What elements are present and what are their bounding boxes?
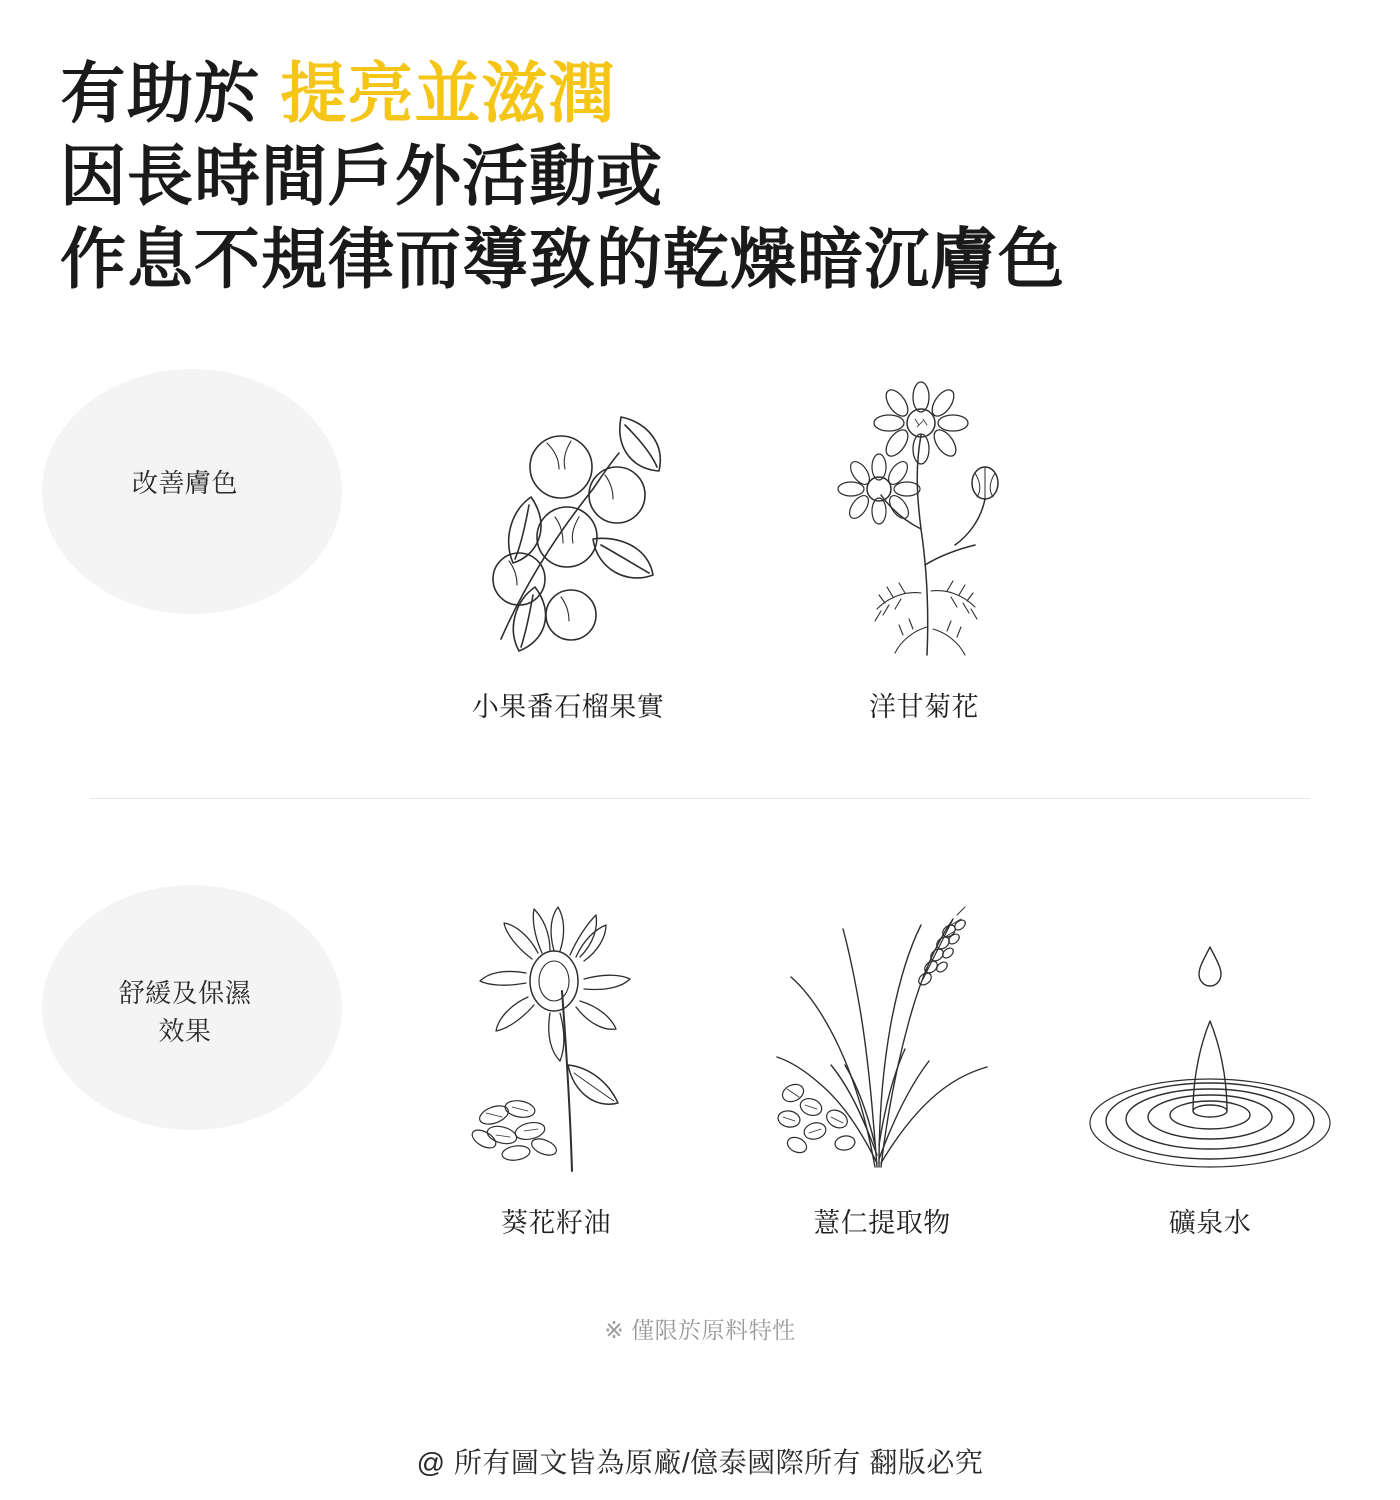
headline-line-1	[60, 52, 1400, 135]
section-soothe-moisturize	[0, 885, 1400, 1240]
ingredient-item-mineral-water	[1060, 885, 1360, 1240]
section-label-wrap-2	[0, 885, 370, 1050]
ingredient-item-guava	[418, 369, 718, 724]
section-label-2-line1: 舒緩及保濕	[118, 978, 252, 1009]
sunflower-icon	[436, 895, 676, 1175]
section-label-2	[119, 975, 252, 1050]
guava-berries-icon	[443, 389, 693, 659]
ingredient-list-2	[370, 885, 1400, 1240]
ingredient-caption-sunflower: 葵花籽油	[501, 1208, 611, 1239]
section-improve-skin-tone	[0, 369, 1400, 724]
headline-block	[0, 0, 1400, 301]
section-divider	[90, 798, 1310, 799]
section-label-1: 改善膚色	[131, 468, 238, 499]
copyright-notice: @ 所有圖文皆為原廠/億泰國際所有 翻版必究	[416, 1447, 984, 1479]
ingredient-caption-jobs-tears: 薏仁提取物	[813, 1208, 951, 1239]
ingredient-caption-guava: 小果番石榴果實	[471, 692, 665, 723]
job-tears-grass-icon	[757, 895, 1007, 1175]
footnote: ※ 僅限於原料特性	[604, 1317, 796, 1344]
section-label-2-line2: 效果	[158, 1016, 212, 1047]
headline-line-3: 作息不規律而導致的乾燥暗沉膚色	[60, 222, 1065, 297]
ingredient-list-1	[370, 369, 1400, 724]
sunflower-art	[436, 885, 676, 1175]
water-drop-ripple-icon	[1085, 925, 1335, 1175]
ingredient-item-jobs-tears	[732, 885, 1032, 1240]
ingredient-caption-mineral-water: 礦泉水	[1168, 1208, 1252, 1239]
ingredient-item-sunflower	[406, 885, 706, 1240]
jobs-tears-art	[757, 885, 1007, 1175]
ingredient-item-chamomile	[774, 369, 1074, 724]
chamomile-art	[809, 369, 1039, 659]
headline-accent: 提亮並滋潤	[280, 56, 616, 130]
guava-berries-art	[443, 369, 693, 659]
ingredient-caption-chamomile: 洋甘菊花	[869, 692, 979, 723]
mineral-water-art	[1085, 885, 1335, 1175]
chamomile-flower-icon	[809, 379, 1039, 659]
headline-line-2: 因長時間戶外活動或	[60, 139, 663, 214]
headline-prefix: 有助於	[60, 56, 281, 130]
section-label-wrap-1	[0, 369, 370, 503]
